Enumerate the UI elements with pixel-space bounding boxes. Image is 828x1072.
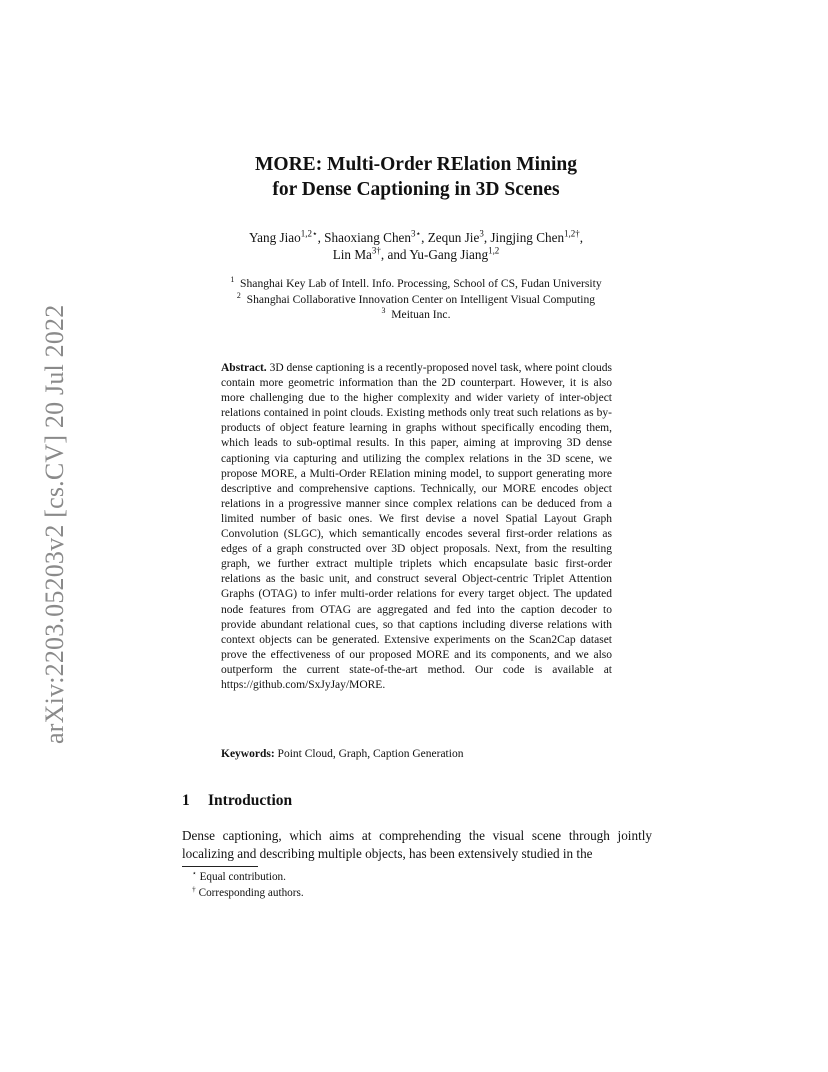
title-line-1: MORE: Multi-Order RElation Mining: [255, 154, 577, 175]
footnote-text: Corresponding authors.: [198, 886, 304, 899]
affiliation-item: [160, 292, 672, 308]
footnote-mark: †: [192, 883, 196, 893]
affiliation-mark: 3: [381, 306, 386, 316]
author-name: Shaoxiang Chen: [324, 230, 411, 245]
author-affil-mark: 3: [479, 228, 484, 239]
arxiv-identifier-stamp: arXiv:2203.05203v2 [cs.CV] 20 Jul 2022: [40, 304, 69, 745]
author-name: Jingjing Chen: [490, 230, 565, 245]
affiliation-mark: 2: [236, 290, 241, 300]
footnote-item: [192, 870, 492, 886]
section-title: Introduction: [208, 792, 293, 809]
author-affil-mark: 3⋆: [410, 228, 422, 239]
author-affil-mark: 3†: [371, 245, 381, 256]
section-number: 1: [182, 792, 190, 809]
abstract-label: Abstract.: [221, 362, 267, 374]
footnote-mark: ⋆: [192, 868, 197, 878]
author-list: Yang Jiao$^{1,2⋆}$, Shaoxiang Chen$^{3⋆}$, Zequn Jie$^3$, Jingjing Chen$^{1,2\dagger}$, Lin $Ma^{3\dagger}$, and Yu-Gang Jiang$^{1,2}$: [248, 228, 584, 262]
title-line-2: for Dense Captioning in 3D Scenes: [272, 179, 560, 200]
author-name: Lin Ma: [332, 247, 372, 262]
affiliation-text: Meituan Inc.: [391, 308, 451, 321]
footnote-item: [192, 883, 492, 902]
affiliation-item: [160, 307, 672, 323]
keywords-label: Keywords:: [221, 748, 275, 760]
affiliation-item: [160, 276, 672, 292]
abstract-text: 3D dense captioning is a recently-proposed novel task, where point clouds contain more geometric information than the 2D counterpart. However, it is also more challenging due to the higher complexity and wider variety of inter-object relations contained in point clouds. Existing methods only treat such relations as by-products of object feature learning in graphs without specifically encoding them, which leads to sub-optimal results. In this paper, aiming at improving 3D dense captioning via capturing and utilizing the complex relations in the 3D scene, we propose MORE, a Multi-Order RElation mining model, to support generating more descriptive and comprehensive captions. Technically, our MORE encodes object relations in a progressive manner since complex relations can be deduced from a limited number of basic ones. We first devise a novel Spatial Layout Graph Convolution (SLGC), which semantically encodes several first-order relations as edges of a graph constructed over 3D object proposals. Next, from the resulting graph, we further extract multiple triplets which encapsulate basic first-order relations as the basic unit, and construct several Object-centric Triplet Attention Graphs (OTAG) to infer multi-order relations for every target object. The updated node features from OTAG are aggregated and fed into the caption decoder to provide abundant relational cues, so that captions including diverse relations with context objects can be generated. Extensive experiments on the Scan2Cap dataset prove the effectiveness of our proposed MORE and its components, and we also outperform the current state-of-the-art method. Our code is available at https://github.com/SxJyJay/MORE.: [221, 362, 612, 691]
author-affil-mark: 1,2⋆: [300, 228, 318, 239]
footnote-text: Equal contribution.: [199, 871, 286, 883]
author-name: Zequn Jie: [427, 230, 480, 245]
author-affil-mark: 1,2†: [564, 228, 580, 239]
paper-title: [160, 152, 672, 202]
author-affil-mark: 1,2: [488, 245, 500, 256]
footnote-list: [192, 870, 492, 901]
author-conjunction: and: [387, 247, 407, 262]
author-name: Yang Jiao: [248, 230, 301, 245]
affiliation-list: [160, 276, 672, 323]
affiliation-text: Shanghai Key Lab of Intell. Info. Processing, School of CS, Fudan University: [240, 277, 602, 290]
affiliation-mark: 1: [230, 275, 235, 285]
keywords-block: [221, 747, 621, 762]
introduction-paragraph: Dense captioning, which aims at comprehending the visual scene through jointly localizing and describing multiple objects, has been extensively studied in the: [182, 828, 652, 861]
keywords-text: Point Cloud, Graph, Caption Generation: [277, 748, 464, 760]
affiliation-text: Shanghai Collaborative Innovation Center on Intelligent Visual Computing: [246, 292, 596, 306]
abstract-block: [221, 361, 612, 693]
section-heading-introduction: [182, 791, 292, 811]
author-name: Yu-Gang Jiang: [409, 247, 489, 262]
footnote-divider: [182, 866, 258, 867]
